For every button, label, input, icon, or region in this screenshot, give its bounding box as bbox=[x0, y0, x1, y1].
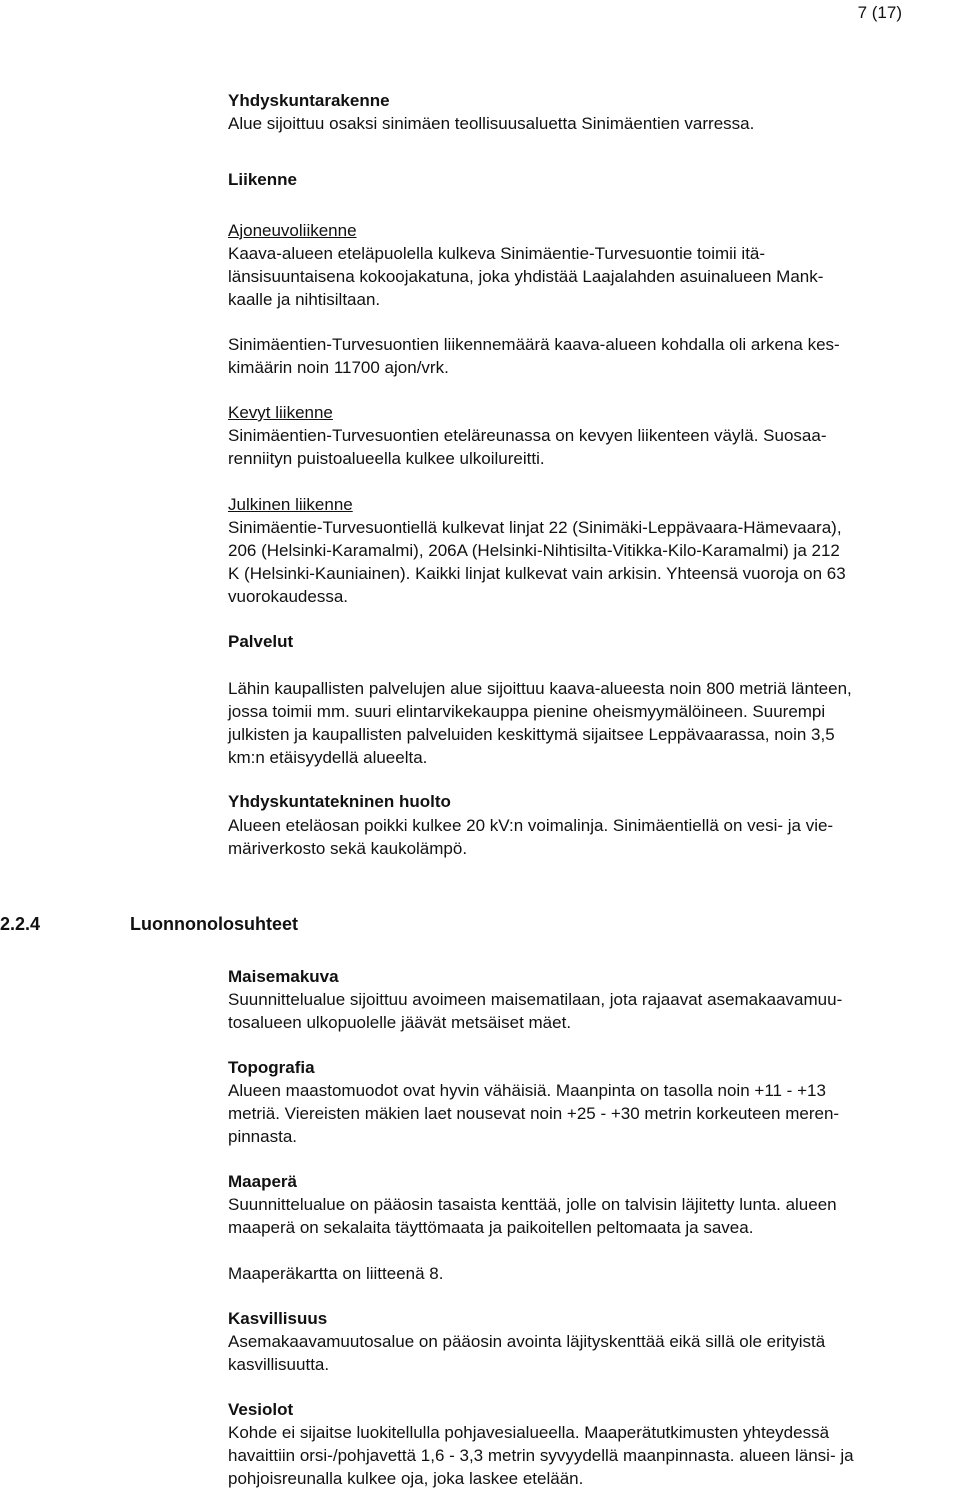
text-line: Alueen eteläosan poikki kulkee 20 kV:n voimalinja. Sinimäentiellä on vesi- ja vie- bbox=[228, 816, 834, 835]
heading-palvelut: Palvelut bbox=[228, 632, 294, 651]
text-line: pinnasta. bbox=[228, 1127, 297, 1146]
text-line: kimäärin noin 11700 ajon/vrk. bbox=[228, 358, 449, 377]
text-line: 206 (Helsinki-Karamalmi), 206A (Helsinki-Nihtisilta-Vitikka-Kilo-Karamalmi) ja 212 bbox=[228, 541, 840, 560]
text-line: Asemakaavamuutosalue on pääosin avointa läjityskenttää eikä sillä ole erityistä bbox=[228, 1332, 826, 1351]
text-line: märiverkosto sekä kaukolämpö. bbox=[228, 839, 468, 858]
page-number: 7 (17) bbox=[857, 3, 902, 22]
section-number: 2.2.4 bbox=[0, 914, 41, 934]
heading-vesiolot: Vesiolot bbox=[228, 1400, 294, 1419]
text-line: tosalueen ulkopuolelle jäävät metsäiset mäet. bbox=[228, 1013, 572, 1032]
text-line: jossa toimii mm. suuri elintarvikekauppa pienine oheismyymälöineen. Suurempi bbox=[228, 702, 826, 721]
heading-yhdyskuntarakenne: Yhdyskuntarakenne bbox=[228, 91, 390, 110]
text-line: renniityn puistoalueella kulkee ulkoilureitti. bbox=[228, 449, 545, 468]
heading-maapera: Maaperä bbox=[228, 1172, 297, 1191]
heading-maisemakuva: Maisemakuva bbox=[228, 967, 339, 986]
text-line: metriä. Viereisten mäkien laet nousevat noin +25 - +30 metrin korkeuteen meren- bbox=[228, 1104, 840, 1123]
subheading-kevyt-liikenne: Kevyt liikenne bbox=[228, 403, 333, 422]
text-line: Kohde ei sijaitse luokitellulla pohjavesialueella. Maaperätutkimusten yhteydessä bbox=[228, 1423, 830, 1442]
text-line: Alueen maastomuodot ovat hyvin vähäisiä. Maanpinta on tasolla noin +11 - +13 bbox=[228, 1081, 826, 1100]
text-line: Suunnittelualue on pääosin tasaista kenttää, jolle on talvisin läjitetty lunta. alueen bbox=[228, 1195, 837, 1214]
text-line: vuorokaudessa. bbox=[228, 587, 349, 606]
text-line: Maaperäkartta on liitteenä 8. bbox=[228, 1264, 444, 1283]
text-line: Sinimäentie-Turvesuontiellä kulkevat linjat 22 (Sinimäki-Leppävaara-Hämevaara), bbox=[228, 518, 842, 537]
text-line: kaalle ja nihtisiltaan. bbox=[228, 290, 381, 309]
text-line: julkisten ja kaupallisten palveluiden keskittymä sijaitsee Leppävaarassa, noin 3,5 bbox=[228, 725, 835, 744]
text-line: kasvillisuutta. bbox=[228, 1355, 330, 1374]
heading-liikenne: Liikenne bbox=[228, 170, 297, 189]
text-line: km:n etäisyydellä alueelta. bbox=[228, 748, 428, 767]
heading-yhdyskuntatekninen-huolto: Yhdyskuntatekninen huolto bbox=[228, 792, 451, 811]
text-line: maaperä on sekalaita täyttömaata ja paikoitellen peltomaata ja savea. bbox=[228, 1218, 754, 1237]
text-line: pohjoisreunalla kulkee oja, joka laskee etelään. bbox=[228, 1469, 584, 1488]
heading-topografia: Topografia bbox=[228, 1058, 315, 1077]
text-line: Lähin kaupallisten palvelujen alue sijoittuu kaava-alueesta noin 800 metriä länteen, bbox=[228, 679, 852, 698]
section-title: Luonnonolosuhteet bbox=[130, 914, 298, 934]
text-line: K (Helsinki-Kauniainen). Kaikki linjat kulkevat vain arkisin. Yhteensä vuoroja on 63 bbox=[228, 564, 846, 583]
text-line: Sinimäentien-Turvesuontien liikennemäärä kaava-alueen kohdalla oli arkena kes- bbox=[228, 335, 840, 354]
text-line: Suunnittelualue sijoittuu avoimeen maisematilaan, jota rajaavat asemakaavamuu- bbox=[228, 990, 843, 1009]
text-line: länsisuuntaisena kokoojakatuna, joka yhdistää Laajalahden asuinalueen Mank- bbox=[228, 267, 824, 286]
subheading-julkinen-liikenne: Julkinen liikenne bbox=[228, 495, 353, 514]
text-line: Sinimäentien-Turvesuontien eteläreunassa on kevyen liikenteen väylä. Suosaa- bbox=[228, 426, 827, 445]
text-line: Alue sijoittuu osaksi sinimäen teollisuusaluetta Sinimäentien varressa. bbox=[228, 114, 755, 133]
text-line: Kaava-alueen eteläpuolella kulkeva Sinimäentie-Turvesuontie toimii itä- bbox=[228, 244, 766, 263]
heading-kasvillisuus: Kasvillisuus bbox=[228, 1309, 328, 1328]
subheading-ajoneuvoliikenne: Ajoneuvoliikenne bbox=[228, 221, 357, 240]
text-line: havaittiin orsi-/pohjavettä 1,6 - 3,3 metrin syvyydellä maanpinnasta. alueen länsi- ja bbox=[228, 1446, 854, 1465]
